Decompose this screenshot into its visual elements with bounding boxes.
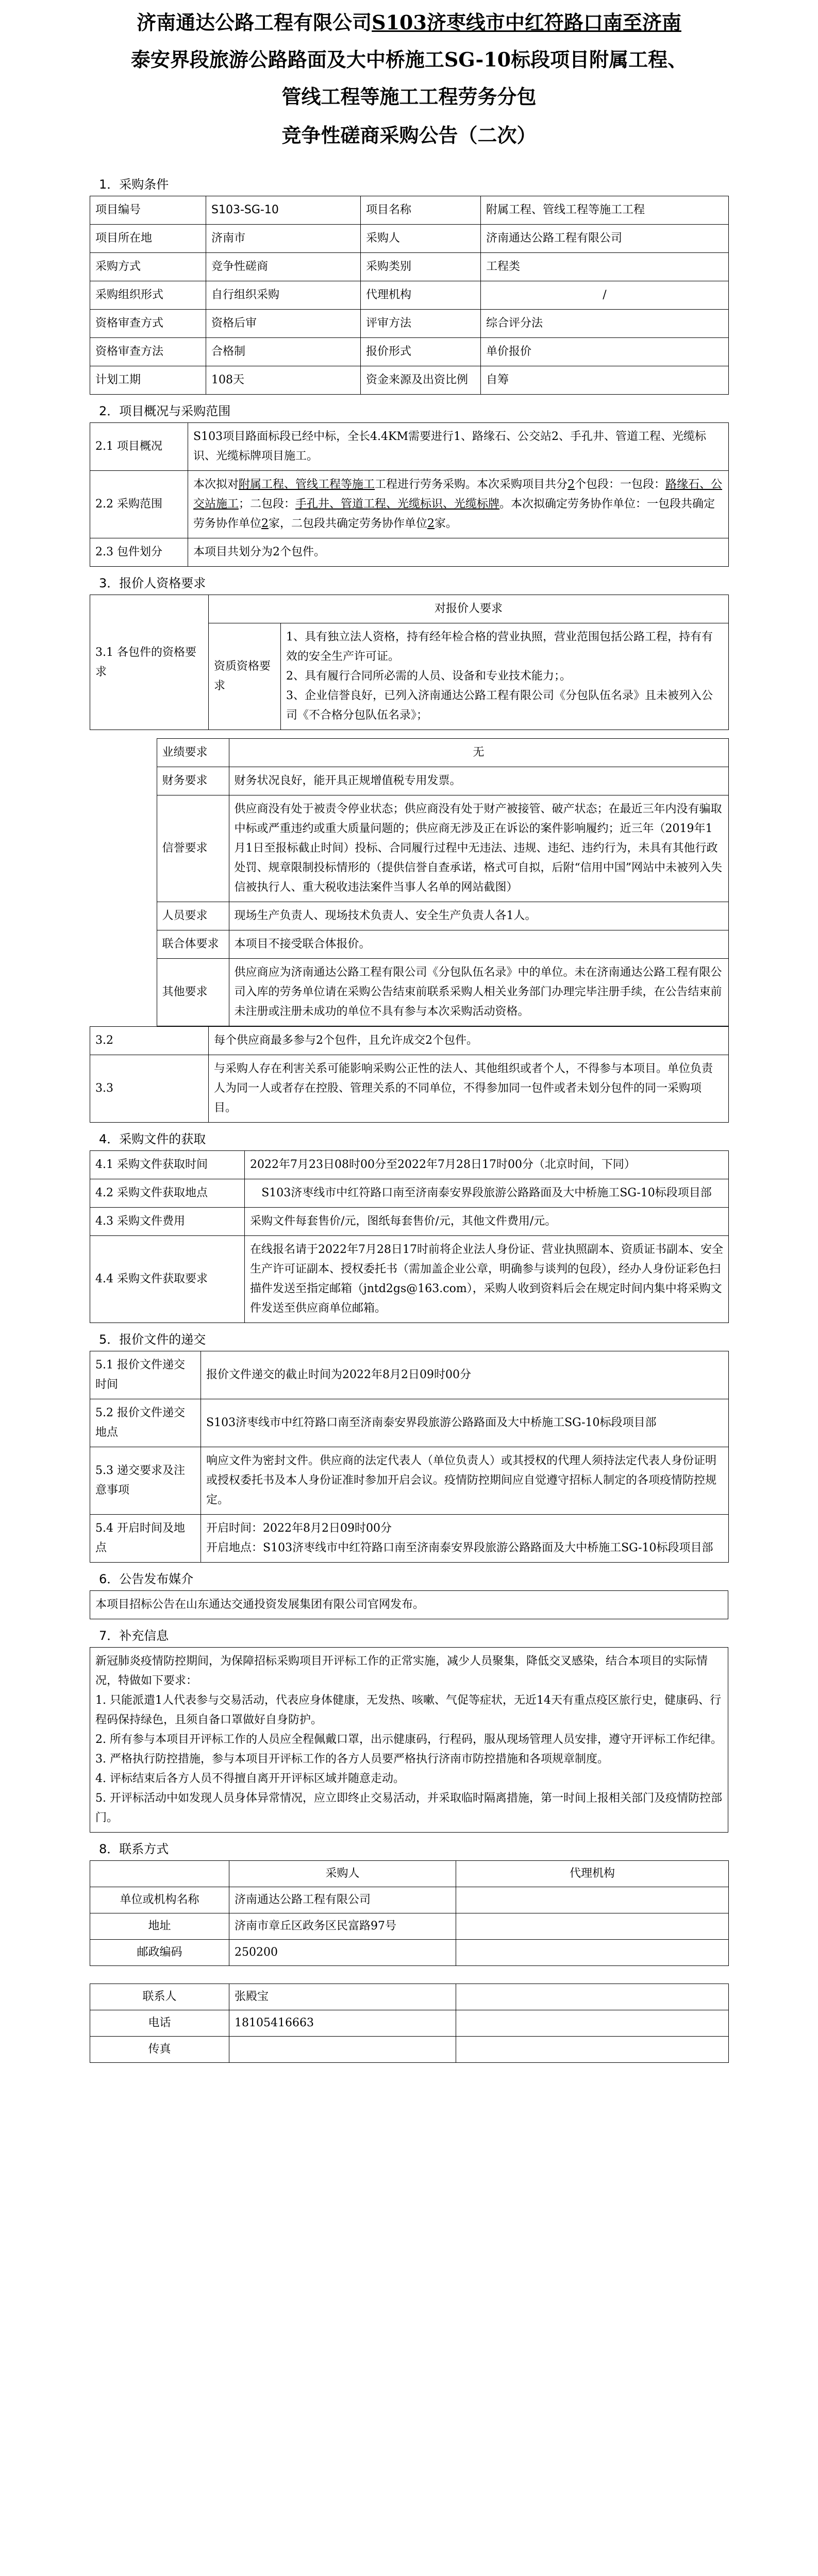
cell: 代理机构 xyxy=(361,281,481,310)
paragraph: 2. 所有参与本项目开评标工作的人员应全程佩戴口罩，出示健康码，行程码，服从现场管理人员安排，遵守开评标工作纪律。 xyxy=(95,1733,722,1746)
text: 2 xyxy=(567,478,575,491)
cell: 4.3 采购文件费用 xyxy=(90,1208,245,1236)
cell: 无 xyxy=(229,739,728,767)
cell: 财务要求 xyxy=(157,767,229,795)
cell: 资格审查方式 xyxy=(90,310,206,338)
cell: 资质资格要求 xyxy=(209,623,281,730)
text: 家，二包段共确定劳务协作单位 xyxy=(269,517,428,530)
cell: S103济枣线市中红符路口南至济南泰安界段旅游公路路面及大中桥施工SG-10标段项目部 xyxy=(201,1399,729,1447)
cell: 资金来源及出资比例 xyxy=(361,366,481,395)
cell: 采购人 xyxy=(361,225,481,253)
spacer-cell xyxy=(90,739,157,1026)
table-row xyxy=(90,2037,729,2063)
supplementary-cell xyxy=(90,1648,728,1833)
table-row xyxy=(90,1027,729,1055)
cell: 本项目招标公告在山东通达交通投资发展集团有限公司官网发布。 xyxy=(90,1591,728,1619)
cell: 4.2 采购文件获取地点 xyxy=(90,1179,245,1208)
cell: 现场生产负责人、现场技术负责人、安全生产负责人各1人。 xyxy=(229,902,728,930)
text: 。本次拟确定劳务协作单位：一包段共确定劳务协作单位 xyxy=(193,498,715,530)
project-overview-table xyxy=(90,422,729,567)
contact-table xyxy=(90,1860,729,1966)
requirements-table xyxy=(90,738,729,1026)
table-row xyxy=(90,538,729,567)
table-row xyxy=(90,1984,729,2010)
list-item: 3、企业信誉良好，已列入济南通达公路工程有限公司《分包队伍名录》且未被列入公司《不合格分包队伍名录》； xyxy=(286,689,713,722)
cell: 本项目共划分为2个包件。 xyxy=(188,538,729,567)
section-heading-5: 5．报价文件的递交 xyxy=(99,1332,206,1347)
table-row xyxy=(90,338,729,366)
text: 家。 xyxy=(435,517,458,530)
section-heading-2: 2．项目概况与采购范围 xyxy=(99,404,231,418)
section-heading-8: 8．联系方式 xyxy=(99,1842,169,1856)
cell: 本项目不接受联合体报价。 xyxy=(229,930,728,959)
list-item: 2、具有履行合同所必需的人员、设备和专业技术能力；。 xyxy=(286,670,571,683)
document-acquisition-table xyxy=(90,1150,729,1323)
cell xyxy=(456,1913,729,1940)
cell: 附属工程、管线工程等施工工程 xyxy=(481,196,729,225)
table-row xyxy=(90,1179,729,1208)
title-project-underlined: S103济枣线市中红符路口南至济南 xyxy=(372,11,681,34)
cell: 财务状况良好，能开具正规增值税专用发票。 xyxy=(229,767,728,795)
table-row xyxy=(90,1940,729,1966)
cell: 4.1 采购文件获取时间 xyxy=(90,1151,245,1179)
cell: 3.2 xyxy=(90,1027,209,1055)
cell: 张殿宝 xyxy=(229,1984,456,2010)
cell xyxy=(456,1984,729,2010)
table-row xyxy=(90,225,729,253)
cell: 5.4 开启时间及地点 xyxy=(90,1515,201,1563)
section-heading-7: 7．补充信息 xyxy=(99,1629,169,1643)
cell: 评审方法 xyxy=(361,310,481,338)
cell: 单价报价 xyxy=(481,338,729,366)
table-row xyxy=(90,767,728,795)
qualification-items-cell xyxy=(281,623,729,730)
table-row xyxy=(90,1861,729,1887)
cell: 联合体要求 xyxy=(157,930,229,959)
table-row xyxy=(90,1648,728,1833)
paragraph: 3. 严格执行防控措施，参与本项目开评标工作的各方人员要严格执行济南市防控措施和各项规章制度。 xyxy=(95,1753,609,1766)
cell: S103济枣线市中红符路口南至济南泰安界段旅游公路路面及大中桥施工SG-10标段项目部 xyxy=(245,1179,729,1208)
cell: 传真 xyxy=(90,2037,229,2063)
cell: 自行组织采购 xyxy=(206,281,361,310)
cell: 项目编号 xyxy=(90,196,206,225)
cell: 3.1 各包件的资格要求 xyxy=(90,595,209,730)
text: 手孔井、管道工程、光缆标识、光缆标牌 xyxy=(295,498,500,511)
table-row xyxy=(90,739,728,767)
cell: 工程类 xyxy=(481,253,729,281)
submission-table xyxy=(90,1351,729,1563)
cell: 在线报名请于2022年7月28日17时前将企业法人身份证、营业执照副本、资质证书副本、安全生产许可证副本、授权委托书（需加盖企业公章，明确参与谈判的包段），经办人身份证彩色扫描件发送至指定邮箱（jntd2gs@163.com），采购人收到资料后会在规定时间内集中将采购文件发送至供应商单位邮箱。 xyxy=(245,1236,729,1323)
cell: 采购文件每套售价/元，图纸每套售价/元，其他文件费用/元。 xyxy=(245,1208,729,1236)
cell: 采购类别 xyxy=(361,253,481,281)
cell: 采购组织形式 xyxy=(90,281,206,310)
cell: 资格后审 xyxy=(206,310,361,338)
cell: 代理机构 xyxy=(456,1861,729,1887)
table-row xyxy=(90,423,729,471)
cell: 5.3 递交要求及注意事项 xyxy=(90,1447,201,1515)
table-row xyxy=(90,1055,729,1123)
table-row xyxy=(90,196,729,225)
table-row xyxy=(90,1913,729,1940)
cell: 2.1 项目概况 xyxy=(90,423,188,471)
cell: 18105416663 xyxy=(229,2010,456,2037)
document-title xyxy=(90,0,728,115)
cell: 采购方式 xyxy=(90,253,206,281)
table-row xyxy=(90,1887,729,1913)
cell: 每个供应商最多参与2个包件，且允许成交2个包件。 xyxy=(209,1027,729,1055)
table-row xyxy=(90,1236,729,1323)
cell: 采购人 xyxy=(229,1861,456,1887)
paragraph: 1. 只能派遣1人代表参与交易活动，代表应身体健康，无发热、咳嗽、气促等症状，无近14天有重点疫区旅行史，健康码、行程码保持绿色，且须自备口罩做好自身防护。 xyxy=(95,1694,721,1726)
table-row xyxy=(90,795,728,902)
cell: 信誉要求 xyxy=(157,795,229,902)
cell: 4.4 采购文件获取要求 xyxy=(90,1236,245,1323)
cell: 济南市章丘区政务区民富路97号 xyxy=(229,1913,456,1940)
cell: 单位或机构名称 xyxy=(90,1887,229,1913)
table-row xyxy=(90,930,728,959)
table-row xyxy=(90,1151,729,1179)
text: 2 xyxy=(261,517,269,530)
qualification-table-32-33 xyxy=(90,1026,729,1123)
cell: 报价文件递交的截止时间为2022年8月2日09时00分 xyxy=(201,1351,729,1399)
cell xyxy=(90,1861,229,1887)
cell xyxy=(456,1940,729,1966)
cell: 3.3 xyxy=(90,1055,209,1123)
cell: 响应文件为密封文件。供应商的法定代表人（单位负责人）或其授权的代理人须持法定代表人身份证明或授权委托书及本人身份证准时参加开启会议。疫情防控期间应自觉遵守招标人制定的各项疫情防控规定。 xyxy=(201,1447,729,1515)
cell: 自筹 xyxy=(481,366,729,395)
cell xyxy=(229,2037,456,2063)
paragraph: 新冠肺炎疫情防控期间，为保障招标采购项目开评标工作的正常实施，减少人员聚集，降低交叉感染，结合本项目的实际情况，特做如下要求： xyxy=(95,1655,708,1687)
cell: S103项目路面标段已经中标，全长4.4KM需要进行1、路缘石、公交站2、手孔井、管道工程、光缆标识、光缆标牌项目施工。 xyxy=(188,423,729,471)
table-row xyxy=(90,1447,729,1515)
table-row xyxy=(90,2010,729,2037)
contact-person-table xyxy=(90,1984,729,2063)
table-row xyxy=(90,253,729,281)
cell: 108天 xyxy=(206,366,361,395)
cell: 250200 xyxy=(229,1940,456,1966)
table-row xyxy=(90,1351,729,1399)
cell: 报价形式 xyxy=(361,338,481,366)
cell: 2022年7月23日08时00分至2022年7月28日17时00分（北京时间，下同） xyxy=(245,1151,729,1179)
table-row xyxy=(90,1515,729,1563)
title-line3: 管线工程等施工工程劳务分包 xyxy=(281,85,537,108)
cell: 项目所在地 xyxy=(90,225,206,253)
cell: 2.3 包件划分 xyxy=(90,538,188,567)
cell: 地址 xyxy=(90,1913,229,1940)
qualification-table-31 xyxy=(90,595,729,730)
text: 个包段：一包段： xyxy=(575,478,666,491)
text: 2 xyxy=(427,517,435,530)
cell: 供应商应为济南通达公路工程有限公司《分包队伍名录》中的单位。未在济南通达公路工程有限公司入库的劳务单位请在采购公告结束前联系采购人相关业务部门办理完毕注册手续，在公告结束前未注册或注册未成功的单位不具有参与本次采购活动资格。 xyxy=(229,959,728,1026)
cell: 5.2 报价文件递交地点 xyxy=(90,1399,201,1447)
table-row xyxy=(90,1591,728,1619)
cell: 综合评分法 xyxy=(481,310,729,338)
list-item: 1、具有独立法人资格，持有经年检合格的营业执照，营业范围包括公路工程，持有有效的安全生产许可证。 xyxy=(286,631,713,663)
section-heading-6: 6．公告发布媒介 xyxy=(99,1572,194,1586)
text: 工程进行劳务采购。本次采购项目共分 xyxy=(375,478,568,491)
cell: 资格审查方法 xyxy=(90,338,206,366)
section-heading-4: 4．采购文件的获取 xyxy=(99,1132,206,1146)
text: 路缘石、公交站施工 xyxy=(193,478,723,511)
cell: 业绩要求 xyxy=(157,739,229,767)
cell: 2.2 采购范围 xyxy=(90,471,188,538)
procurement-scope-cell xyxy=(188,471,729,538)
cell: 其他要求 xyxy=(157,959,229,1026)
cell: 与采购人存在利害关系可能影响采购公正性的法人、其他组织或者个人，不得参与本项目。单位负责人为同一人或者存在控股、管理关系的不同单位，不得参加同一包件或者未划分包件的同一采购项目。 xyxy=(209,1055,729,1123)
text: 附属工程、管线工程等施工 xyxy=(239,478,375,491)
table-row xyxy=(90,902,728,930)
cell: / xyxy=(481,281,729,310)
cell: 邮政编码 xyxy=(90,1940,229,1966)
cell: 联系人 xyxy=(90,1984,229,2010)
cell: 5.1 报价文件递交时间 xyxy=(90,1351,201,1399)
table-row xyxy=(90,310,729,338)
cell: 竞争性磋商 xyxy=(206,253,361,281)
media-table xyxy=(90,1590,728,1619)
cell: 电话 xyxy=(90,2010,229,2037)
cell: S103-SG-10 xyxy=(206,196,361,225)
paragraph: 5. 开评标活动中如发现人员身体异常情况，应立即终止交易活动，并采取临时隔离措施，第一时间上报相关部门及疫情防控部门。 xyxy=(95,1792,722,1824)
table-row xyxy=(90,959,728,1026)
section-heading-1: 1．采购条件 xyxy=(99,177,169,192)
table-row xyxy=(90,595,729,623)
title-line2: 泰安界段旅游公路路面及大中桥施工SG-10标段项目附属工程、 xyxy=(130,48,688,71)
cell xyxy=(456,1887,729,1913)
table-row xyxy=(90,1399,729,1447)
paragraph: 4. 评标结束后各方人员不得擅自离开开评标区域并随意走动。 xyxy=(95,1772,405,1785)
cell: 开启时间：2022年8月2日09时00分 开启地点：S103济枣线市中红符路口南至济南泰安界段旅游公路路面及大中桥施工SG-10标段项目部 xyxy=(201,1515,729,1563)
table-row xyxy=(90,366,729,395)
cell xyxy=(456,2037,729,2063)
cell: 合格制 xyxy=(206,338,361,366)
title-company: 济南通达公路工程有限公司 xyxy=(137,11,372,34)
cell: 济南通达公路工程有限公司 xyxy=(229,1887,456,1913)
cell xyxy=(456,2010,729,2037)
cell: 人员要求 xyxy=(157,902,229,930)
procurement-conditions-table xyxy=(90,196,729,395)
document-subtitle: 竞争性磋商采购公告（二次） xyxy=(281,124,537,147)
text: 本次拟对 xyxy=(193,478,239,491)
cell: 项目名称 xyxy=(361,196,481,225)
supplementary-table xyxy=(90,1647,728,1833)
text: ；二包段： xyxy=(239,498,296,511)
table-row xyxy=(90,471,729,538)
table-row xyxy=(90,1208,729,1236)
cell: 供应商没有处于被责令停业状态；供应商没有处于财产被接管、破产状态；在最近三年内没有骗取中标或严重违约或重大质量问题的；供应商无涉及正在诉讼的案件影响履约；近三年（2019年1月1日至报标截止时间）投标、合同履行过程中无违法、违规、违纪、违约行为，未具有其他行政处罚、规章限制投标情形的（提供信誉自查承诺，格式可自拟，后附“信用中国”网站中未被列入失信被执行人、重大税收违法案件当事人名单的网站截图） xyxy=(229,795,728,902)
cell: 济南通达公路工程有限公司 xyxy=(481,225,729,253)
cell: 计划工期 xyxy=(90,366,206,395)
table-row xyxy=(90,281,729,310)
cell: 对报价人要求 xyxy=(209,595,729,623)
section-heading-3: 3．报价人资格要求 xyxy=(99,576,206,590)
cell: 济南市 xyxy=(206,225,361,253)
